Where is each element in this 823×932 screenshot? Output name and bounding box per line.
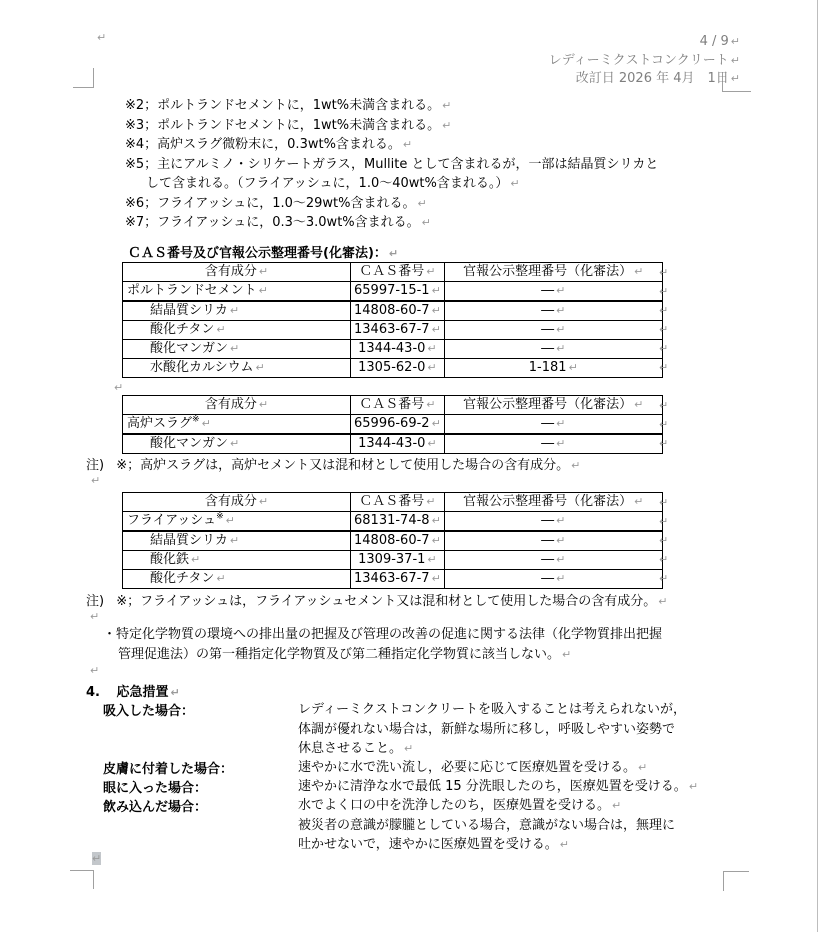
table-row (123, 321, 663, 340)
item-label-eyes: 眼に入った場合： (103, 781, 208, 796)
cell-reg: ― ↵ (444, 512, 662, 532)
cell-reg: ― ↵ (444, 551, 662, 570)
return-mark-icon: ↵ (427, 342, 437, 355)
item-label-skin: 皮膚に付着した場合： (103, 762, 234, 777)
return-mark-icon: ↵ (634, 398, 644, 411)
cell-reg: 1-181 ↵ (444, 359, 662, 378)
return-mark-icon: ↵ (659, 285, 669, 298)
table-row (123, 434, 663, 454)
return-mark-icon: ↵ (659, 418, 669, 431)
crop-mark-bottom-right (723, 871, 749, 891)
return-mark-icon: ↵ (730, 72, 740, 85)
header-reg: 官報公示整理番号（化審法） ↵ (444, 493, 662, 512)
return-mark-icon: ↵ (421, 216, 431, 229)
footnote-line: ※4；高炉スラグ微粉末に，0.3wt%含まれる。 ↵ (125, 137, 413, 152)
return-mark-icon: ↵ (427, 437, 437, 450)
return-mark-icon: ↵ (659, 496, 669, 509)
return-mark-icon: ↵ (90, 610, 100, 623)
item-text-skin: 速やかに水で洗い流し，必要に応じて医療処置を受ける。 ↵ (298, 760, 648, 775)
cell-component: 結晶質シリカ ↵ (123, 531, 351, 551)
footnote-marker: ※ (192, 414, 200, 425)
cell-cas: 65997-15-1 ↵ (351, 282, 445, 302)
table-2-note (86, 454, 580, 473)
cell-cas: 1305-62-0 ↵ (351, 359, 445, 378)
return-mark-icon: ↵ (556, 437, 566, 450)
return-mark-icon: ↵ (431, 417, 441, 430)
row-end-marks (657, 396, 668, 453)
cell-cas: 14808-60-7 ↵ (351, 531, 445, 551)
return-mark-icon: ↵ (659, 266, 669, 279)
table-row (123, 282, 663, 302)
section-number: 4. (86, 685, 100, 700)
return-mark-icon: ↵ (216, 323, 226, 336)
return-mark-icon: ↵ (659, 515, 669, 528)
return-mark-icon: ↵ (92, 852, 102, 865)
cell-reg: ― ↵ (444, 282, 662, 302)
return-mark-icon: ↵ (442, 118, 452, 132)
return-mark-icon: ↵ (659, 361, 669, 374)
footnote-line: ※7；フライアッシュに，0.3～3.0wt%含まれる。 ↵ (125, 215, 431, 230)
table-row (123, 531, 663, 551)
table-header-row (123, 263, 663, 282)
return-mark-icon: ↵ (431, 572, 441, 585)
row-end-marks (657, 263, 668, 377)
header-reg: 官報公示整理番号（化審法） ↵ (444, 396, 662, 415)
law-line: ・特定化学物質の環境への排出量の把握及び管理の改善の促進に関する法律（化学物質排出把握 (103, 627, 663, 642)
return-mark-icon: ↵ (556, 417, 566, 430)
return-mark-icon: ↵ (426, 398, 436, 411)
cell-component: 結晶質シリカ ↵ (123, 301, 351, 321)
header-cas: ＣＡＳ番号 ↵ (351, 493, 445, 512)
return-mark-icon: ↵ (230, 437, 240, 450)
cell-component: 酸化マンガン ↵ (123, 434, 351, 454)
note-label: 注) (86, 458, 105, 473)
item-text-eyes: 速やかに清浄な水で最低 15 分洗眼したのち，医療処置を受ける。 ↵ (298, 779, 699, 794)
cell-cas: 65996-69-2 ↵ (351, 415, 445, 435)
table-row (123, 415, 663, 435)
page-number: 4 / 9 (699, 34, 729, 49)
cell-cas: 1344-43-0 ↵ (351, 434, 445, 454)
table-caption: ＣＡＳ番号及び官報公示整理番号(化審法)： ↵ (128, 246, 399, 261)
return-mark-icon: ↵ (216, 572, 226, 585)
cas-table-3 (122, 492, 663, 589)
return-mark-icon: ↵ (426, 495, 436, 508)
table-row (123, 551, 663, 570)
revision-date-line (549, 70, 740, 89)
header-component: 含有成分 ↵ (123, 396, 351, 415)
return-mark-icon: ↵ (258, 495, 269, 508)
cell-reg: ― ↵ (444, 531, 662, 551)
return-mark-icon: ↵ (730, 53, 740, 67)
return-mark-icon: ↵ (634, 265, 644, 278)
return-mark-icon: ↵ (191, 553, 201, 566)
return-mark-icon: ↵ (556, 284, 566, 297)
law-paragraph (103, 625, 662, 664)
return-mark-icon: ↵ (659, 304, 669, 317)
revision-date: 改訂日 2026 年 4月 1日 (575, 71, 729, 86)
return-mark-icon: ↵ (556, 304, 566, 317)
header-cas: ＣＡＳ番号 ↵ (351, 263, 445, 282)
return-mark-icon: ↵ (559, 838, 569, 851)
return-mark-icon: ↵ (659, 572, 669, 585)
cell-reg: ― ↵ (444, 434, 662, 454)
return-mark-icon: ↵ (510, 177, 520, 190)
return-mark-icon: ↵ (97, 31, 107, 44)
product-name: レディーミクストコンクリート (548, 52, 729, 68)
item-text-ingestion: 水でよく口の中を洗浄したのち，医療処置を受ける。 ↵ 被災者の意識が朦朧としている場合，意識がない場合は，無理に 吐かせないで，速やかに医療処置を受ける。 ↵ (298, 798, 676, 852)
return-mark-icon: ↵ (431, 514, 441, 527)
return-mark-icon: ↵ (230, 342, 240, 355)
cell-cas: 14808-60-7 ↵ (351, 301, 445, 321)
return-mark-icon: ↵ (556, 514, 566, 527)
return-mark-icon: ↵ (556, 572, 566, 585)
header-component: 含有成分 ↵ (123, 263, 351, 282)
cell-cas: 1309-37-1 ↵ (351, 551, 445, 570)
table-header-row (123, 396, 663, 415)
return-mark-icon: ↵ (388, 247, 399, 260)
table-row (123, 301, 663, 321)
cell-cas: 68131-74-8 ↵ (351, 512, 445, 532)
return-mark-icon: ↵ (568, 361, 578, 374)
return-mark-icon: ↵ (556, 342, 566, 355)
cell-component: フライアッシュ※ ↵ (123, 512, 351, 532)
section-title: 応急措置 (116, 685, 169, 700)
page-number-line (549, 33, 740, 52)
return-mark-icon: ↵ (659, 534, 669, 547)
cell-reg: ― ↵ (444, 321, 662, 340)
return-mark-icon: ↵ (571, 459, 581, 472)
return-mark-icon: ↵ (426, 265, 436, 278)
section-4-heading (86, 681, 180, 700)
return-mark-icon: ↵ (638, 761, 648, 774)
cell-component: ポルトランドセメント ↵ (123, 282, 351, 302)
footnote-line: して含まれる。（フライアッシュに，1.0～40wt%含まれる。） ↵ (146, 176, 520, 191)
return-mark-icon: ↵ (258, 265, 269, 278)
return-mark-icon: ↵ (659, 437, 669, 450)
return-mark-icon: ↵ (90, 664, 100, 677)
header-cas: ＣＡＳ番号 ↵ (351, 396, 445, 415)
return-mark-icon: ↵ (404, 742, 414, 755)
cell-component: 酸化マンガン ↵ (123, 340, 351, 359)
crop-mark-top-left (73, 68, 94, 88)
product-name-line (549, 52, 740, 71)
cell-component: 酸化チタン ↵ (123, 570, 351, 589)
return-mark-icon: ↵ (658, 595, 668, 608)
return-mark-icon: ↵ (258, 284, 268, 297)
return-mark-icon: ↵ (634, 495, 644, 508)
return-mark-icon: ↵ (91, 474, 101, 487)
table-row (123, 570, 663, 589)
header-reg: 官報公示整理番号（化審法） ↵ (444, 263, 662, 282)
page-header (549, 33, 740, 89)
table-row (123, 512, 663, 532)
return-mark-icon: ↵ (427, 361, 437, 374)
return-mark-icon: ↵ (427, 553, 437, 566)
cell-reg: ― ↵ (444, 301, 662, 321)
return-mark-icon: ↵ (255, 361, 265, 374)
footnote-line: ※2；ポルトランドセメントに，1wt%未満含まれる。 ↵ (125, 98, 452, 113)
table-header-row (123, 493, 663, 512)
note-text: ※；フライアッシュは，フライアッシュセメント又は混和材として使用した場合の含有成分。 (116, 594, 657, 609)
return-mark-icon: ↵ (170, 686, 180, 699)
return-mark-icon: ↵ (431, 304, 441, 317)
return-mark-icon: ↵ (201, 417, 211, 430)
return-mark-icon: ↵ (442, 99, 452, 112)
page-edge-line (817, 0, 818, 932)
return-mark-icon: ↵ (431, 284, 441, 297)
law-line: 管理促進法）の第一種指定化学物質及び第二種指定化学物質に該当しない。 ↵ (118, 646, 572, 662)
cell-cas: 1344-43-0 ↵ (351, 340, 445, 359)
cell-component: 水酸化カルシウム ↵ (123, 359, 351, 378)
cell-reg: ― ↵ (444, 340, 662, 359)
return-mark-icon: ↵ (431, 323, 441, 336)
note-text: ※；高炉スラグは，高炉セメント又は混和材として使用した場合の含有成分。 (116, 458, 570, 473)
row-end-marks (657, 493, 668, 588)
cell-cas: 13463-67-7 ↵ (351, 570, 445, 589)
cell-cas: 13463-67-7 ↵ (351, 321, 445, 340)
table-3-note (86, 590, 667, 609)
table-row (123, 340, 663, 359)
cas-table-2 (122, 395, 663, 454)
cell-reg: ― ↵ (444, 570, 662, 589)
return-mark-icon: ↵ (612, 799, 622, 812)
return-mark-icon: ↵ (730, 35, 740, 48)
item-text-inhalation: レディーミクストコンクリートを吸入することは考えられないが， 体調が優れない場合は，新鮮な場所に移し，呼吸しやすい姿勢で 休息させること。 ↵ (298, 702, 687, 756)
footnote-marker: ※ (216, 511, 224, 522)
return-mark-icon: ↵ (688, 780, 699, 793)
cell-component: 酸化鉄 ↵ (123, 551, 351, 570)
return-mark-icon: ↵ (659, 553, 669, 566)
return-mark-icon: ↵ (659, 342, 669, 355)
return-mark-icon: ↵ (402, 138, 413, 151)
return-mark-icon: ↵ (659, 323, 669, 336)
return-mark-icon: ↵ (225, 514, 235, 527)
cell-component: 高炉スラグ※ ↵ (123, 415, 351, 435)
header-component: 含有成分 ↵ (123, 493, 351, 512)
return-mark-icon: ↵ (258, 398, 269, 411)
item-label-ingestion: 飲み込んだ場合： (103, 800, 208, 815)
crop-mark-bottom-left (70, 870, 94, 889)
footnote-line: ※5；主にアルミノ・シリケートガラス，Mullite として含まれるが，一部は結晶質シリカと (125, 156, 659, 172)
footnote-line: ※6；フライアッシュに，1.0～29wt%含まれる。 ↵ (125, 195, 427, 211)
item-label-inhalation: 吸入した場合： (103, 704, 195, 719)
return-mark-icon: ↵ (556, 553, 566, 566)
cell-component: 酸化チタン ↵ (123, 321, 351, 340)
cas-table-1 (122, 262, 663, 378)
return-mark-icon: ↵ (229, 534, 240, 547)
return-mark-icon: ↵ (417, 196, 427, 210)
return-mark-icon: ↵ (562, 647, 572, 661)
return-mark-icon: ↵ (556, 323, 566, 336)
footnote-line: ※3；ポルトランドセメントに，1wt%未満含まれる。 ↵ (125, 117, 452, 133)
table-row (123, 359, 663, 378)
cell-reg: ― ↵ (444, 415, 662, 435)
return-mark-icon: ↵ (431, 534, 441, 547)
return-mark-icon: ↵ (556, 534, 566, 547)
footnote-list (125, 96, 658, 233)
return-mark-icon: ↵ (659, 399, 669, 412)
return-mark-icon: ↵ (114, 381, 124, 394)
return-mark-icon: ↵ (229, 304, 240, 317)
note-label: 注) (86, 594, 105, 609)
